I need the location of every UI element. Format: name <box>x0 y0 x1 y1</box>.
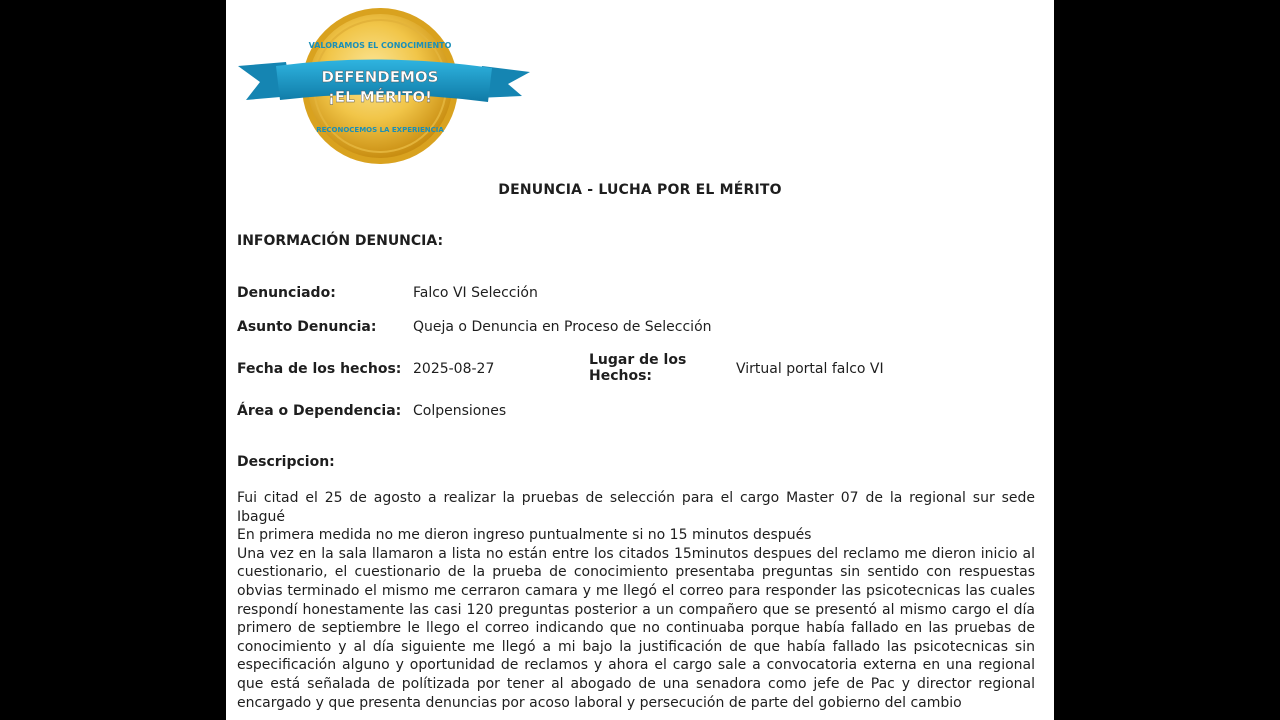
asunto-value: Queja o Denuncia en Proceso de Selección <box>413 319 712 335</box>
svg-text:RECONOCEMOS LA EXPERIENCIA: RECONOCEMOS LA EXPERIENCIA <box>316 126 444 134</box>
description-label: Descripcion: <box>237 454 335 470</box>
asunto-label: Asunto Denuncia: <box>237 319 377 335</box>
description-paragraph: En primera medida no me dieron ingreso puntualmente si no 15 minutos después <box>237 527 812 544</box>
document-page <box>226 0 1054 720</box>
svg-text:DEFENDEMOS: DEFENDEMOS <box>321 68 439 86</box>
medal-ribbon-logo <box>236 4 532 166</box>
document-title: DENUNCIA - LUCHA POR EL MÉRITO <box>498 182 782 198</box>
lugar-label-line-2: Hechos: <box>589 368 653 384</box>
fecha-label: Fecha de los hechos: <box>237 361 402 377</box>
svg-text:VALORAMOS EL CONOCIMIENTO: VALORAMOS EL CONOCIMIENTO <box>308 41 452 50</box>
description-paragraph: Una vez en la sala llamaron a lista no están entre los citados 15minutos despues del reclamo me dieron inicio al cuestionario, el cuestionario de la prueba de conocimiento presentaba preguntas sin sentido con respuestas obvias terminado el mismo me cerraron camara y me llegó el correo para responder las psicotecnicas las cuales respondí honestamente las casi 120 preguntas posterior a un compañero que se presentó al mismo cargo el día primero de septiembre le llego el correo indicando que no continuaba porque había fallado en las pruebas de conocimiento y al día siguiente me llegó a mi bajo la justificación de que había fallado las psicotecnicas sin especificación alguno y oportunidad de reclamos y ahora el cargo sale a convocatoria externa en una regional que está señalada de polítizada por tener al abogado de una senadora como jefe de Pac y director regional encargado y que presenta denuncias por acoso laboral y persecución de parte del gobierno del cambio <box>237 545 1035 711</box>
denunciado-value: Falco VI Selección <box>413 285 538 301</box>
description-text <box>237 489 1035 712</box>
lugar-label <box>589 352 686 384</box>
section-title: INFORMACIÓN DENUNCIA: <box>237 233 444 249</box>
svg-text:¡EL MÉRITO!: ¡EL MÉRITO! <box>328 88 432 106</box>
description-paragraph: Fui citad el 25 de agosto a realizar la pruebas de selección para el cargo Master 07 de la regional sur sede Ibagué <box>237 490 1035 525</box>
area-label: Área o Dependencia: <box>237 403 402 419</box>
fecha-value: 2025-08-27 <box>413 361 495 377</box>
lugar-value: Virtual portal falco VI <box>736 361 884 377</box>
area-value: Colpensiones <box>413 403 507 419</box>
medal-logo-icon <box>236 4 532 166</box>
lugar-label-line-1: Lugar de los <box>589 352 687 368</box>
denunciado-label: Denunciado: <box>237 285 336 301</box>
